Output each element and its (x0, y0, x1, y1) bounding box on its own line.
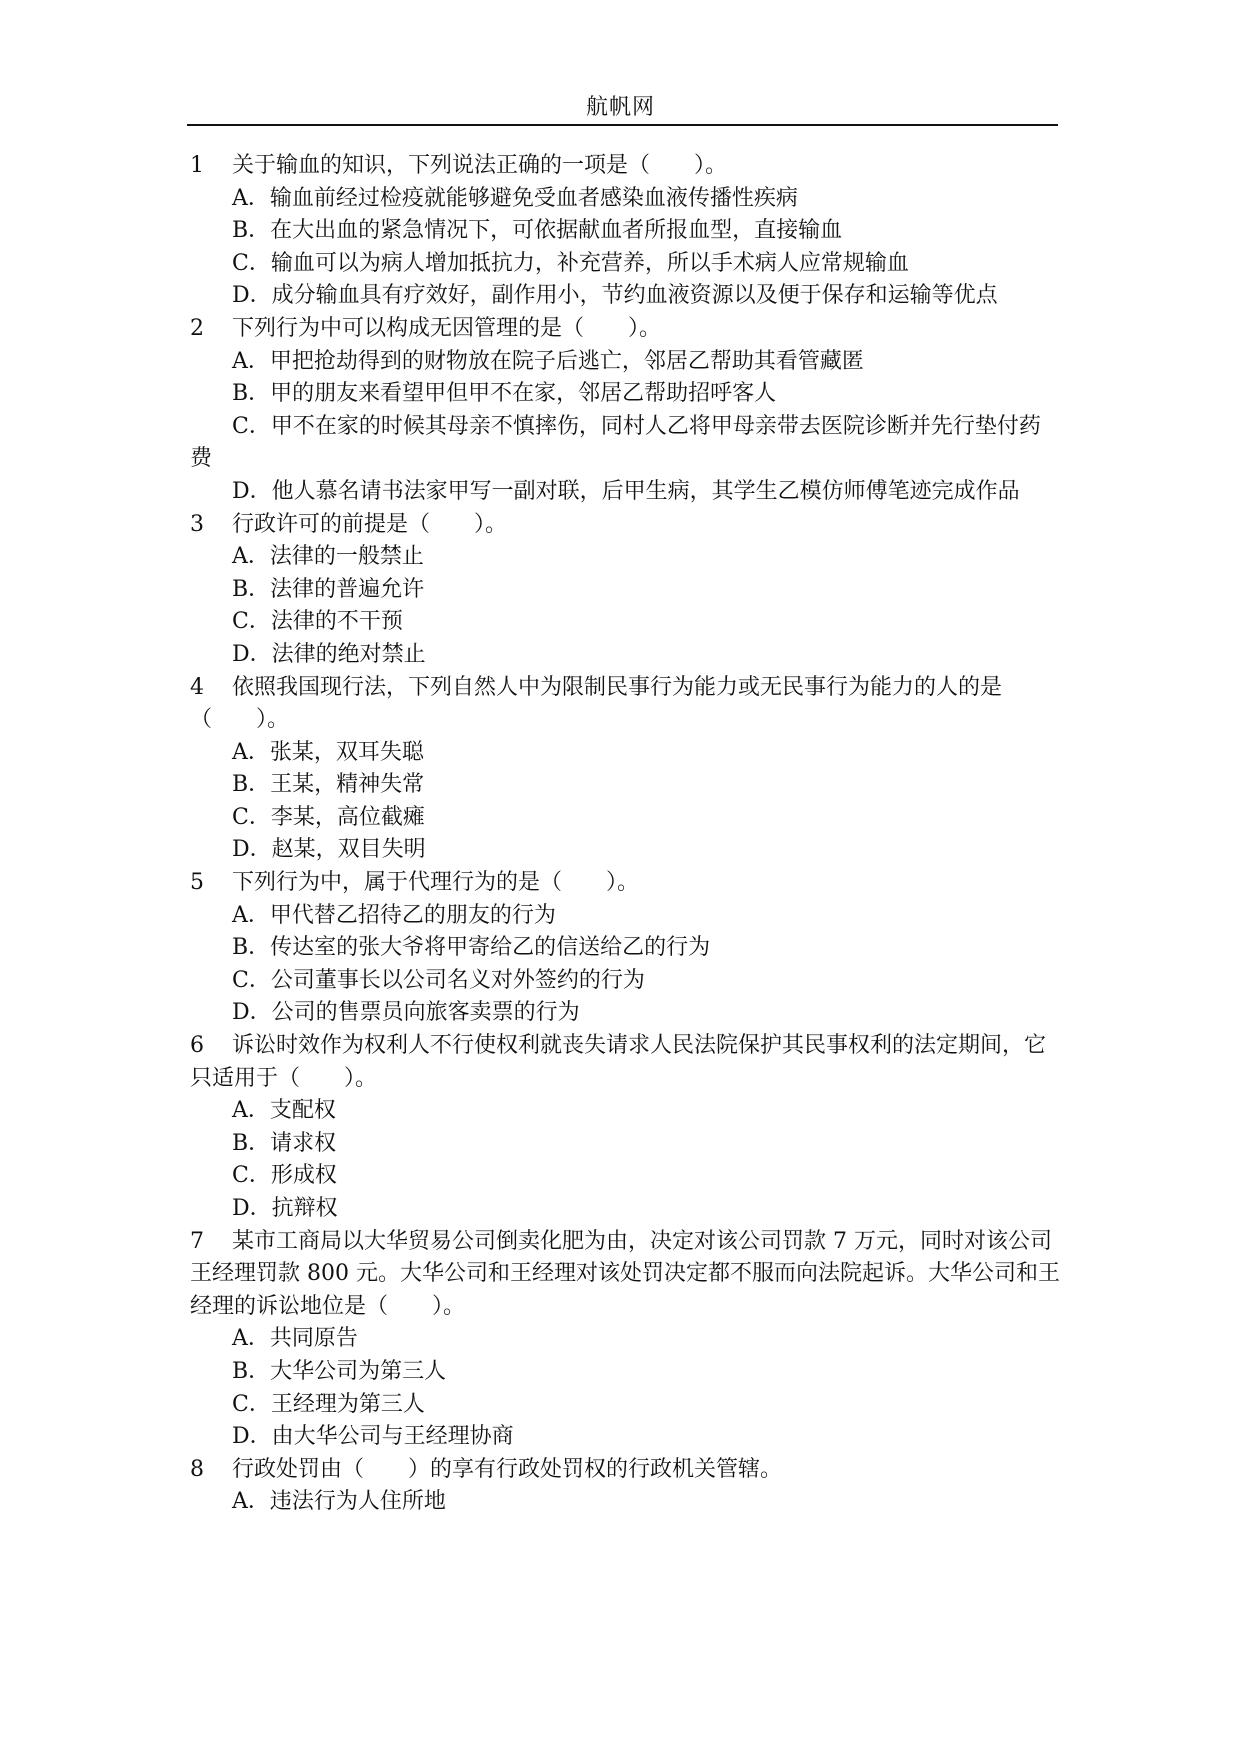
question-item (190, 867, 1060, 1030)
question-item (190, 1454, 1060, 1519)
question-list (190, 150, 1060, 1519)
option-d: D．法律的绝对禁止 (232, 641, 426, 667)
question-number: 7 (190, 1228, 204, 1254)
option-c: C．甲不在家的时候其母亲不慎摔伤，同村人乙将甲母亲带去医院诊断并先行垫付药费 (190, 413, 1041, 472)
option-c: C．公司董事长以公司名义对外签约的行为 (232, 967, 645, 993)
option-b: B．传达室的张大爷将甲寄给乙的信送给乙的行为 (232, 935, 711, 961)
question-text: 行政处罚由（ ）的享有行政处罚权的行政机关管辖。 (232, 1456, 783, 1482)
option-a: A．支配权 (232, 1098, 336, 1124)
option-c: C．法律的不干预 (232, 609, 403, 635)
question-text: 行政许可的前提是（ ）。 (232, 511, 508, 537)
option-b: B．请求权 (232, 1130, 337, 1156)
option-d: D．他人慕名请书法家甲写一副对联，后甲生病，其学生乙模仿师傅笔迹完成作品 (232, 478, 1020, 504)
option-c: C．李某，高位截瘫 (232, 804, 425, 830)
option-c: C．输血可以为病人增加抵抗力，补充营养，所以手术病人应常规输血 (232, 250, 909, 276)
page-header-title: 航帆网 (585, 95, 655, 120)
option-a: A．法律的一般禁止 (232, 544, 424, 570)
option-b: B．法律的普遍允许 (232, 576, 425, 602)
question-number: 5 (190, 870, 204, 896)
question-item (190, 1030, 1060, 1226)
question-number: 4 (190, 674, 204, 700)
question-text: 关于输血的知识，下列说法正确的一项是（ ）。 (232, 153, 728, 178)
option-d: D．抗辩权 (232, 1196, 338, 1221)
option-a: A．违法行为人住所地 (232, 1489, 446, 1515)
question-text: 诉讼时效作为权利人不行使权利就丧失请求人民法院保护其民事权利的法定期间，它只适用于（ ）。 (190, 1033, 1047, 1091)
option-d: D．由大华公司与王经理协商 (232, 1424, 514, 1450)
option-a: A．共同原告 (232, 1326, 358, 1352)
option-b: B．在大出血的紧急情况下，可依据献血者所报血型，直接输血 (232, 218, 843, 244)
option-b: B．大华公司为第三人 (232, 1358, 447, 1384)
question-text: 依照我国现行法，下列自然人中为限制民事行为能力或无民事行为能力的人的是（ ）。 (190, 674, 1003, 733)
question-item (190, 672, 1060, 868)
option-c: C．王经理为第三人 (232, 1391, 425, 1417)
question-number: 3 (190, 511, 204, 537)
question-item (190, 509, 1060, 672)
question-text: 下列行为中可以构成无因管理的是（ ）。 (232, 315, 662, 341)
option-b: B．甲的朋友来看望甲但甲不在家，邻居乙帮助招呼客人 (232, 381, 777, 407)
option-a: A．甲把抢劫得到的财物放在院子后逃亡，邻居乙帮助其看管藏匿 (232, 348, 864, 374)
question-text: 某市工商局以大华贸易公司倒卖化肥为由，决定对该公司罚款 7 万元，同时对该公司王经理罚款 800 元。大华公司和王经理对该处罚决定都不服而向法院起诉。大华公司和王经理的诉讼地位是（ ）。 (190, 1228, 1060, 1319)
question-item (190, 150, 1060, 313)
option-a: A．输血前经过检疫就能够避免受血者感染血液传播性疾病 (232, 185, 798, 211)
option-b: B．王某，精神失常 (232, 772, 425, 798)
option-d: D．赵某，双目失明 (232, 837, 426, 863)
question-number: 1 (190, 153, 204, 178)
question-number: 6 (190, 1033, 204, 1059)
option-a: A．甲代替乙招待乙的朋友的行为 (232, 902, 556, 928)
option-a: A．张某，双耳失聪 (232, 739, 424, 765)
header-divider (187, 124, 1058, 126)
option-c: C．形成权 (232, 1163, 337, 1189)
question-item (190, 1226, 1060, 1454)
option-d: D．成分输血具有疗效好，副作用小，节约血液资源以及便于保存和运输等优点 (232, 283, 998, 309)
option-d: D．公司的售票员向旅客卖票的行为 (232, 1000, 580, 1026)
question-number: 2 (190, 315, 204, 341)
question-number: 8 (190, 1456, 204, 1482)
question-text: 下列行为中，属于代理行为的是（ ）。 (232, 870, 640, 896)
question-item (190, 313, 1060, 509)
